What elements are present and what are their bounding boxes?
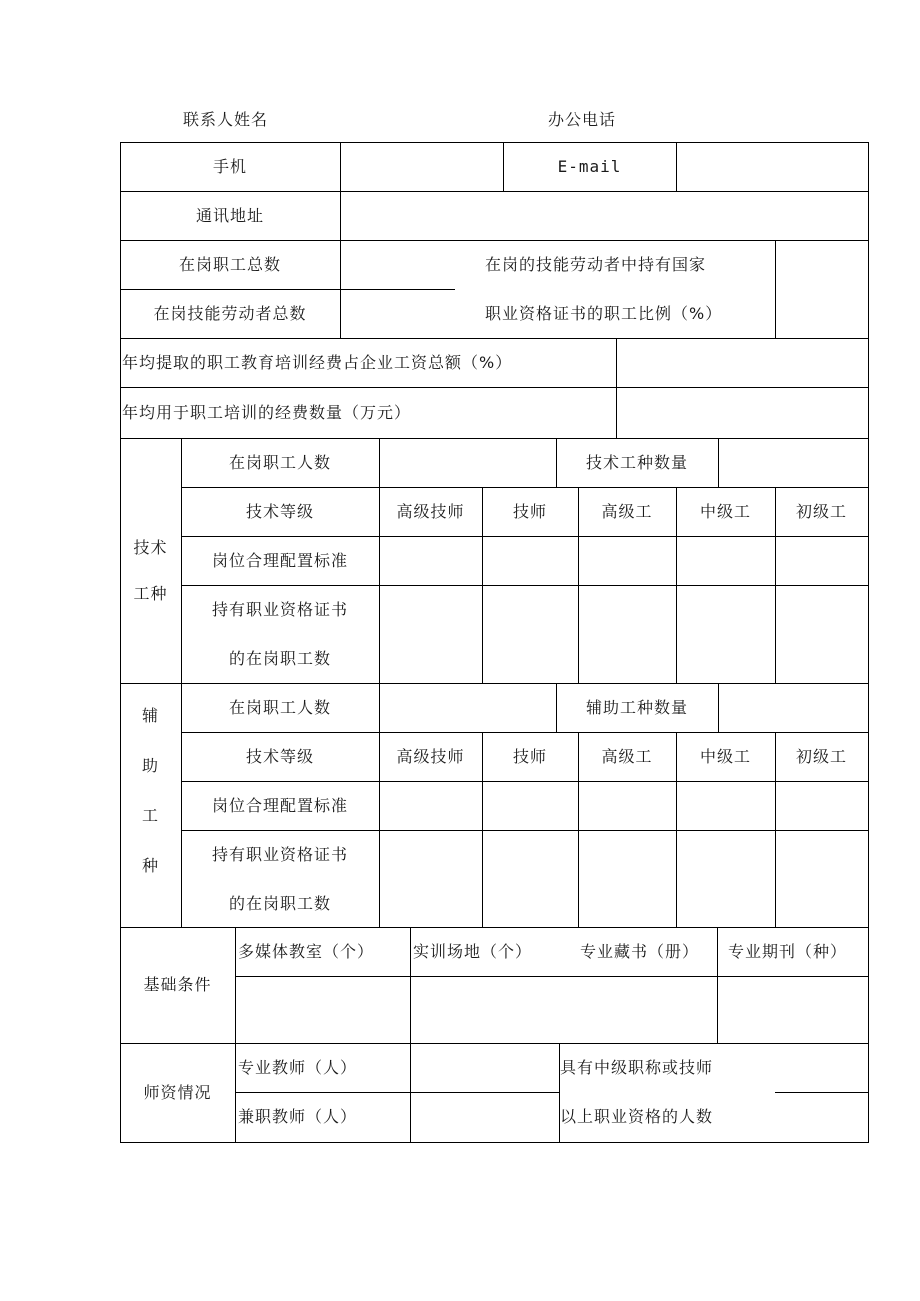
row-line	[120, 927, 869, 928]
fulltime-teachers-label: 专业教师（人）	[238, 1058, 358, 1077]
row-line	[181, 732, 869, 733]
tech-side-label-2: 工种	[133, 584, 168, 603]
aux-standard-label: 岗位合理配置标准	[211, 796, 348, 815]
cert-ratio-label-2: 职业资格证书的职工比例（%）	[485, 304, 723, 323]
row-line	[120, 240, 869, 241]
col-line	[775, 240, 776, 338]
row-line	[120, 1043, 869, 1044]
tech-grade-label: 技术等级	[245, 502, 314, 521]
row-line	[120, 338, 869, 339]
registration-table	[120, 142, 869, 1143]
row-line	[181, 487, 869, 488]
training-site-label: 实训场地（个）	[413, 942, 533, 961]
col-line	[616, 338, 617, 438]
contact-name-label: 联系人姓名	[183, 110, 269, 129]
aux-level-junior-worker: 初级工	[795, 747, 847, 766]
col-line	[717, 927, 718, 1043]
aux-level-technician: 技师	[512, 747, 547, 766]
qualified-label-1: 具有中级职称或技师	[560, 1058, 714, 1077]
email-label: E-mail	[557, 157, 622, 176]
tech-side-label-1: 技术	[133, 538, 168, 557]
row-line	[235, 976, 869, 977]
col-line	[235, 927, 236, 1142]
aux-side-char: 工	[141, 806, 158, 825]
row-line	[181, 830, 869, 831]
aux-side-char: 助	[141, 756, 158, 775]
journals-label: 专业期刊（种）	[728, 942, 848, 961]
aux-grade-label: 技术等级	[245, 747, 314, 766]
tech-level-intermediate-worker: 中级工	[699, 502, 751, 521]
aux-cert-label-1: 持有职业资格证书	[211, 845, 348, 864]
aux-type-count-label: 辅助工种数量	[585, 698, 688, 717]
aux-side-char: 辅	[141, 706, 158, 725]
office-phone-label: 办公电话	[548, 110, 617, 129]
tech-level-senior-technician: 高级技师	[396, 502, 465, 521]
row-line	[120, 438, 869, 439]
aux-staff-count-label: 在岗职工人数	[228, 698, 331, 717]
skilled-total-label: 在岗技能劳动者总数	[153, 304, 307, 323]
aux-cert-label-2: 的在岗职工数	[228, 894, 331, 913]
border-top	[120, 142, 869, 143]
row-line	[120, 387, 869, 388]
col-line	[410, 927, 411, 1142]
books-label: 专业藏书（册）	[580, 942, 700, 961]
row-line	[235, 1092, 559, 1093]
row-line	[120, 289, 455, 290]
aux-level-senior-technician: 高级技师	[396, 747, 465, 766]
row-line	[181, 781, 869, 782]
tech-level-technician: 技师	[512, 502, 547, 521]
teachers-label: 师资情况	[143, 1083, 212, 1102]
row-line	[775, 1092, 869, 1093]
parttime-teachers-label: 兼职教师（人）	[238, 1107, 358, 1126]
aux-level-intermediate-worker: 中级工	[699, 747, 751, 766]
row-line	[181, 536, 869, 537]
row-line	[120, 191, 869, 192]
tech-staff-count-label: 在岗职工人数	[228, 453, 331, 472]
training-fund-ratio-label: 年均提取的职工教育培训经费占企业工资总额（%）	[122, 353, 513, 372]
training-fund-amount-label: 年均用于职工培训的经费数量（万元）	[122, 403, 412, 422]
border-bottom	[120, 1142, 869, 1143]
qualified-label-2: 以上职业资格的人数	[560, 1107, 714, 1126]
row-line	[181, 585, 869, 586]
tech-cert-label-1: 持有职业资格证书	[211, 600, 348, 619]
total-staff-label: 在岗职工总数	[178, 255, 281, 274]
col-line	[718, 438, 719, 487]
tech-level-junior-worker: 初级工	[795, 502, 847, 521]
tech-standard-label: 岗位合理配置标准	[211, 551, 348, 570]
multimedia-label: 多媒体教室（个）	[238, 942, 375, 961]
aux-side-char: 种	[141, 856, 158, 875]
aux-level-senior-worker: 高级工	[601, 747, 653, 766]
border-right	[868, 142, 869, 1143]
address-label: 通讯地址	[195, 206, 264, 225]
cert-ratio-label-1: 在岗的技能劳动者中持有国家	[485, 255, 707, 274]
row-line	[120, 683, 869, 684]
col-line	[676, 142, 677, 191]
tech-cert-label-2: 的在岗职工数	[228, 649, 331, 668]
col-line	[340, 142, 341, 191]
mobile-label: 手机	[212, 157, 247, 176]
basic-conditions-label: 基础条件	[143, 975, 212, 994]
tech-type-count-label: 技术工种数量	[585, 453, 688, 472]
col-line	[340, 191, 341, 338]
col-line	[718, 683, 719, 732]
tech-level-senior-worker: 高级工	[601, 502, 653, 521]
